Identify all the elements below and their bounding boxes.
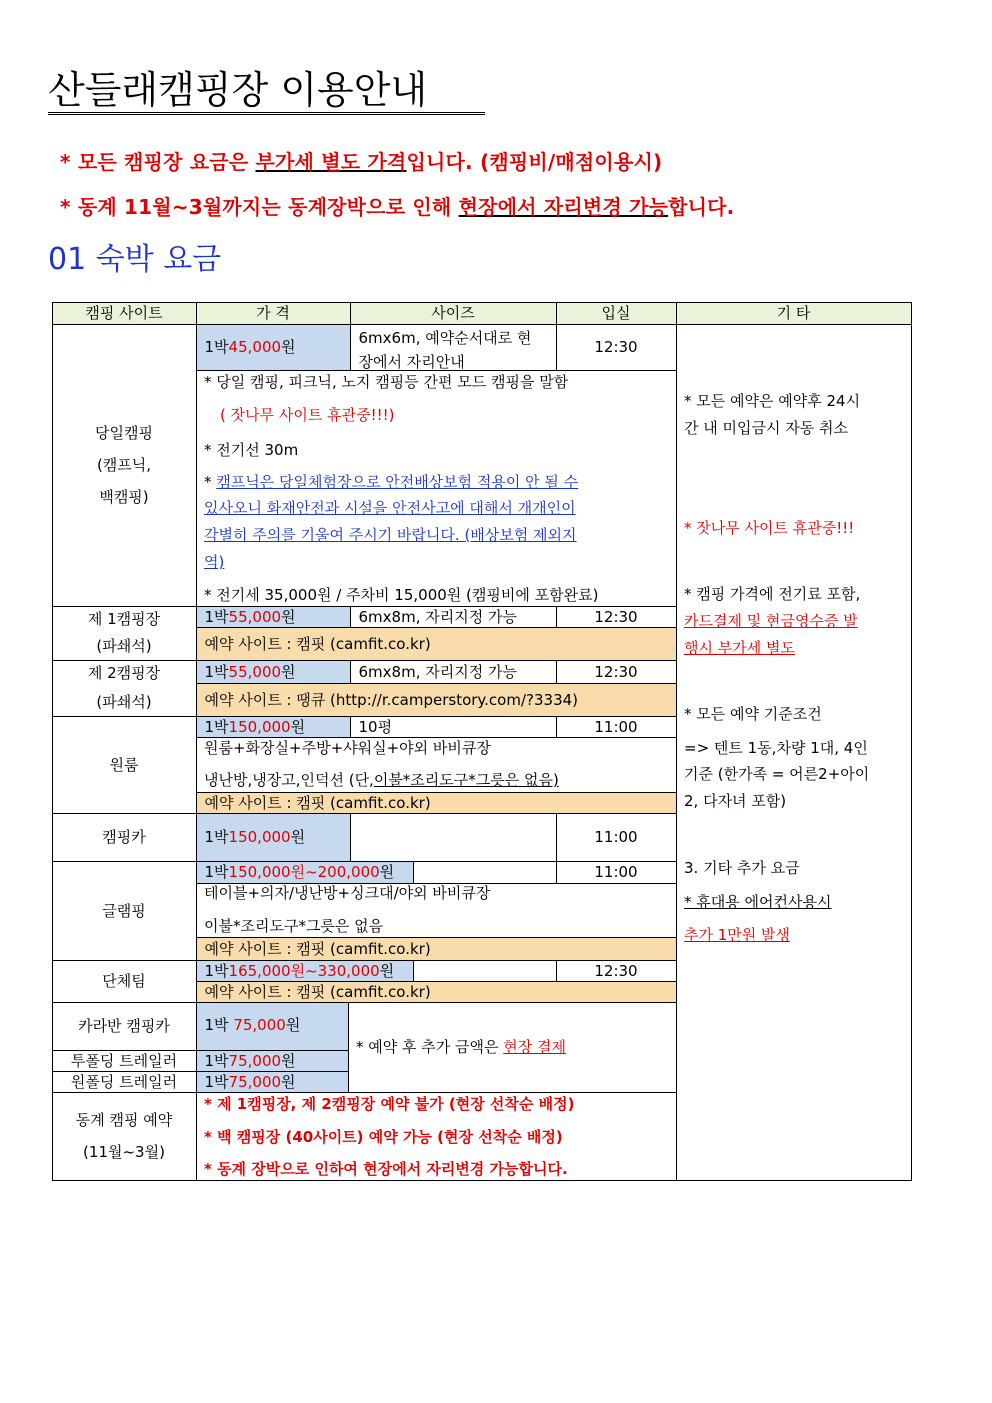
header-checkin: 입실: [556, 302, 677, 325]
desc-line: 테이블+의자/냉난방+싱크대/야외 바비큐장: [204, 884, 491, 902]
etc-line: * 캠핑 가격에 전기료 포함,: [684, 585, 861, 603]
site-name: (캠프닉,: [96, 456, 152, 474]
etc-line: 기준 (한가족 = 어른2+아이: [684, 765, 870, 783]
site-glamping: 글램핑: [52, 861, 197, 961]
winter-line: * 제 1캠핑장, 제 2캠핑장 예약 불가 (현장 선착순 배정): [204, 1095, 575, 1113]
desc-line: ( 잣나무 사이트 휴관중!!!): [220, 406, 395, 424]
site-1: 제 1캠핑장 (파쇄석): [52, 606, 197, 661]
desc-line: 원룸+화장실+주방+샤워실+야외 바비큐장: [204, 739, 491, 757]
etc-line: => 텐트 1동,차량 1대, 4인: [684, 739, 868, 757]
desc-line: 이불*조리도구*그릇은 없음: [204, 917, 384, 935]
price-campingcar: 1박 150,000 원: [196, 813, 351, 862]
notice-vat: * 모든 캠핑장 요금은 부가세 별도 가격입니다. (캠핑비/매점이용시): [60, 150, 663, 174]
site-group: 단체팀: [52, 960, 197, 1003]
booking-oneroom[interactable]: 예약 사이트 : 캠핏 (camfit.co.kr): [196, 792, 677, 814]
booking-site-2[interactable]: 예약 사이트 : 땡큐 (http://r.camperstory.com/?3334): [196, 683, 677, 717]
price-twofolding: 1박 75,000 원: [196, 1050, 349, 1072]
notice-winter: * 동계 11월~3월까지는 동계장박으로 인해 현장에서 자리변경 가능합니다.: [60, 195, 735, 219]
desc-line: * 당일 캠핑, 피크닉, 노지 캠핑등 간편 모드 캠핑을 말함: [204, 373, 569, 391]
section-title: 01 숙박 요금: [48, 242, 222, 277]
etc-line: * 모든 예약 기준조건: [684, 705, 822, 723]
etc-line: 2, 다자녀 포함): [684, 792, 787, 810]
checkin-site-1: 12:30: [556, 606, 677, 628]
site-winter: 동계 캠핑 예약 (11월~3월): [52, 1092, 197, 1181]
booking-glamping[interactable]: 예약 사이트 : 캠핏 (camfit.co.kr): [196, 937, 677, 961]
booking-group[interactable]: 예약 사이트 : 캠핏 (camfit.co.kr): [196, 981, 677, 1003]
desc-line: * 캠프닉은 당일체험장으로 안전배상보험 적용이 안 될 수: [204, 473, 579, 491]
price-site-2: 1박 55,000 원: [196, 660, 351, 684]
site-oneroom: 원룸: [52, 716, 197, 814]
site-caravan: 카라반 캠핑카: [52, 1002, 197, 1051]
desc-line: 역): [204, 553, 225, 571]
header-size: 사이즈: [350, 302, 557, 325]
size-day-camping: 6mx6m, 예약순서대로 현 장에서 자리안내: [350, 324, 557, 371]
winter-line: * 동계 장박으로 인하여 현장에서 자리변경 가능합니다.: [204, 1160, 568, 1178]
price-oneroom: 1박 150,000 원: [196, 716, 351, 738]
checkin-glamping: 11:00: [556, 861, 677, 884]
site-name: 백캠핑): [99, 488, 149, 506]
size-site-1: 6mx8m, 자리지정 가능: [350, 606, 557, 628]
price-day-camping: 1박 45,000 원: [196, 324, 351, 371]
header-price: 가 격: [196, 302, 351, 325]
price-caravan: 1박 75,000원: [196, 1002, 349, 1051]
desc-line: * 전기세 35,000원 / 주차비 15,000원 (캠핑비에 포함완료): [204, 586, 599, 604]
etc-line: 추가 1만원 발생: [684, 926, 791, 944]
checkin-group: 12:30: [556, 960, 677, 982]
etc-line: * 잣나무 사이트 휴관중!!!: [684, 519, 855, 537]
desc-line: 있사오니 화재안전과 시설을 안전사고에 대해서 개개인이: [204, 499, 576, 517]
checkin-site-2: 12:30: [556, 660, 677, 684]
site-onefolding: 원폴딩 트레일러: [52, 1071, 197, 1093]
desc-line: 각별히 주의를 기울여 주시기 바랍니다. (배상보험 제외지: [204, 526, 577, 544]
etc-line: * 휴대용 에어컨사용시: [684, 893, 832, 911]
site-name: 당일캠핑: [95, 424, 153, 442]
header-etc: 기 타: [676, 302, 912, 325]
site-campingcar: 캠핑카: [52, 813, 197, 862]
desc-line: * 전기선 30m: [204, 441, 299, 459]
size-campingcar: [350, 813, 557, 862]
size-glamping: [413, 861, 557, 884]
etc-line: 간 내 미입금시 자동 취소: [684, 419, 848, 437]
size-site-2: 6mx8m, 자리지정 가능: [350, 660, 557, 684]
booking-site-1[interactable]: 예약 사이트 : 캠핏 (camfit.co.kr): [196, 627, 677, 661]
size-group: [413, 960, 557, 982]
checkin-oneroom: 11:00: [556, 716, 677, 738]
site-day-camping: [52, 324, 197, 607]
price-onefolding: 1박 75,000 원: [196, 1071, 349, 1093]
price-glamping: 1박 150,000원~200,000 원: [196, 861, 414, 884]
etc-line: * 모든 예약은 예약후 24시: [684, 392, 861, 410]
site-2: 제 2캠핑장 (파쇄석): [52, 660, 197, 717]
etc-line: 카드결제 및 현금영수증 발: [684, 612, 858, 630]
size-oneroom: 10평: [350, 716, 557, 738]
etc-line: 3. 기타 추가 요금: [684, 859, 800, 877]
caravan-note: * 예약 후 추가 금액은 현장 결제: [356, 1038, 566, 1056]
checkin-day-camping: 12:30: [556, 324, 677, 371]
title-underline: [48, 112, 485, 115]
price-site-1: 1박 55,000 원: [196, 606, 351, 628]
winter-line: * 백 캠핑장 (40사이트) 예약 가능 (현장 선착순 배정): [204, 1128, 563, 1146]
header-site: 캠핑 사이트: [52, 302, 197, 325]
etc-line: 행시 부가세 별도: [684, 639, 795, 657]
page-title: 산들래캠핑장 이용안내: [48, 68, 428, 112]
desc-line: 냉난방,냉장고,인덕션 (단,이불*조리도구*그릇은 없음): [204, 771, 559, 789]
price-group: 1박 165,000원~330,000 원: [196, 960, 414, 982]
site-twofolding: 투폴딩 트레일러: [52, 1050, 197, 1072]
checkin-campingcar: 11:00: [556, 813, 677, 862]
